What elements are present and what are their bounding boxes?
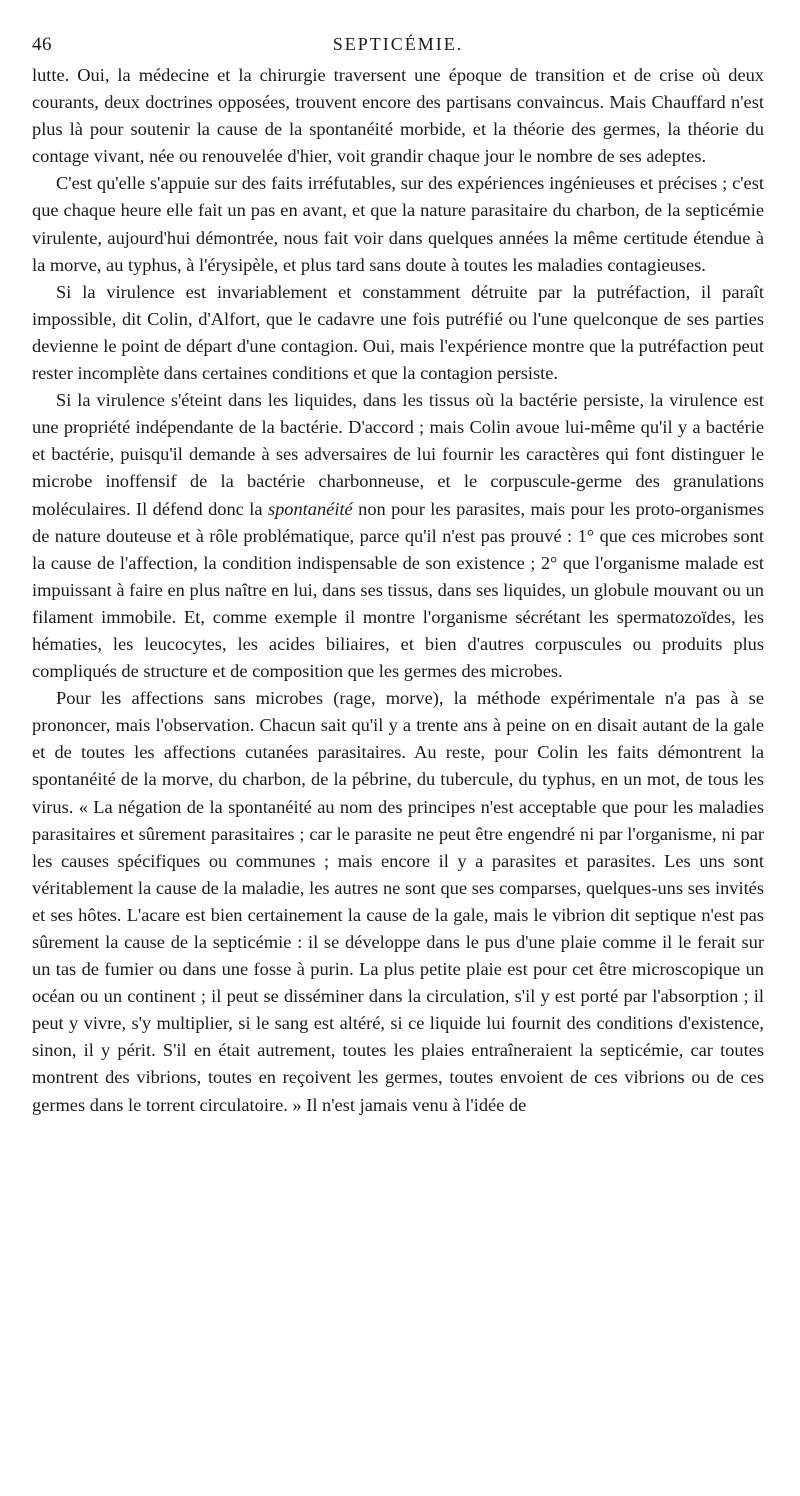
paragraph: lutte. Oui, la médecine et la chirurgie traversent une époque de transition et de crise où deux courants, deux doctrines opposées, trouvent encore des partisans convaincus. Mais Chauffard n'est plus là pour soutenir la cause de la spontanéité morbide, et la théorie des germes, la théorie du contage vivant, née ou renouvelée d'hier, voit grandir chaque jour le nombre de ses adeptes. bbox=[32, 65, 764, 167]
paragraph: Si la virulence est invariablement et constamment détruite par la putréfaction, il paraît impossible, dit Colin, d'Alfort, que le cadavre une fois putréfié ou l'une quelconque de ses parties devienne le point de départ d'une contagion. Oui, mais l'expérience montre que la putréfaction peut rester incomplète dans certaines conditions et que la contagion persiste. bbox=[32, 281, 764, 384]
paragraph: Pour les affections sans microbes (rage, morve), la méthode expérimentale n'a pas à se prononcer, mais l'observation. Chacun sait qu'il y a trente ans à peine on en disait autant de la gale et de toutes les affections cutanées parasitaires. Au reste, pour Colin les faits démontrent la spontanéité de la morve, du charbon, de la pébrine, du tubercule, du typhus, en un mot, de tous les virus. « La négation de la spontanéité au nom des principes n'est acceptable que pour les maladies parasitaires et sûrement parasitaires ; car le parasite ne peut être engendré ni par l'organisme, ni par les causes spécifiques ou communes ; mais encore il y a parasites et parasites. Les uns sont véritablement la cause de la maladie, les autres ne sont que ses comparses, quelques-uns ses invités et ses hôtes. L'acare est bien certainement la cause de la gale, mais le vibrion dit septique n'est pas sûrement la cause de la septicémie : il se développe dans le pus d'une plaie comme il le ferait sur un tas de fumier ou dans une fosse à purin. La plus petite plaie est pour cet être microscopique un océan ou un continent ; il peut se disséminer dans la circulation, s'il y est porté par l'absorption ; il peut y vivre, s'y multiplier, si le sang est altéré, si ce liquide lui fournit des conditions d'existence, sinon, il y périt. S'il en était autrement, toutes les plaies entraîneraient la septicémie, car toutes montrent des vibrions, toutes en reçoivent les germes, toutes envoient de ces vibrions ou de ces germes dans le torrent circulatoire. » Il n'est jamais venu à l'idée de bbox=[32, 688, 764, 1115]
body-text bbox=[32, 62, 764, 1119]
paragraph-text-cont: non pour les parasites, mais pour les proto-organismes de nature douteuse et à rôle problématique, parce qu'il n'est pas prouvé : 1° que ces microbes sont la cause de l'affection, la condition indispensable de son existence ; 2° que l'organisme malade est impuissant à faire en plus naître en lui, dans ses tissus, dans ses liquides, un globule mouvant ou un filament immobile. Et, comme exemple il montre l'organisme sécrétant les spermatozoïdes, les hématies, les leucocytes, les acides biliaires, et bien d'autres corpuscules ou produits plus compliqués de structure et de composition que les germes des microbes. bbox=[32, 498, 764, 682]
page-number: 46 bbox=[32, 34, 52, 55]
paragraph-text: Si la virulence s'éteint dans les liquides, dans les tissus où la bactérie persiste, la virulence est une propriété indépendante de la bactérie. D'accord ; mais Colin avoue lui-même qu'il y a bactérie et bactérie, puisqu'il demande à ses adversaires de lui fournir les caractères qui font distinguer le microbe inoffensif de la bactérie charbonneuse, et le corpuscule-germe des granulations moléculaires. Il défend donc la bbox=[32, 390, 764, 519]
page-header bbox=[32, 28, 764, 60]
paragraph: C'est qu'elle s'appuie sur des faits irréfutables, sur des expériences ingénieuses et précises ; c'est que chaque heure elle fait un pas en avant, et que la nature parasitaire du charbon, de la septicémie virulente, aujourd'hui démontrée, nous fait voir dans quelques années la même certitude étendue à la morve, au typhus, à l'érysipèle, et plus tard sans doute à toutes les maladies contagieuses. bbox=[32, 173, 764, 275]
italic-term: spontanéité bbox=[267, 498, 353, 519]
running-head: SEPTICÉMIE. bbox=[332, 34, 464, 54]
paragraph bbox=[32, 387, 764, 685]
